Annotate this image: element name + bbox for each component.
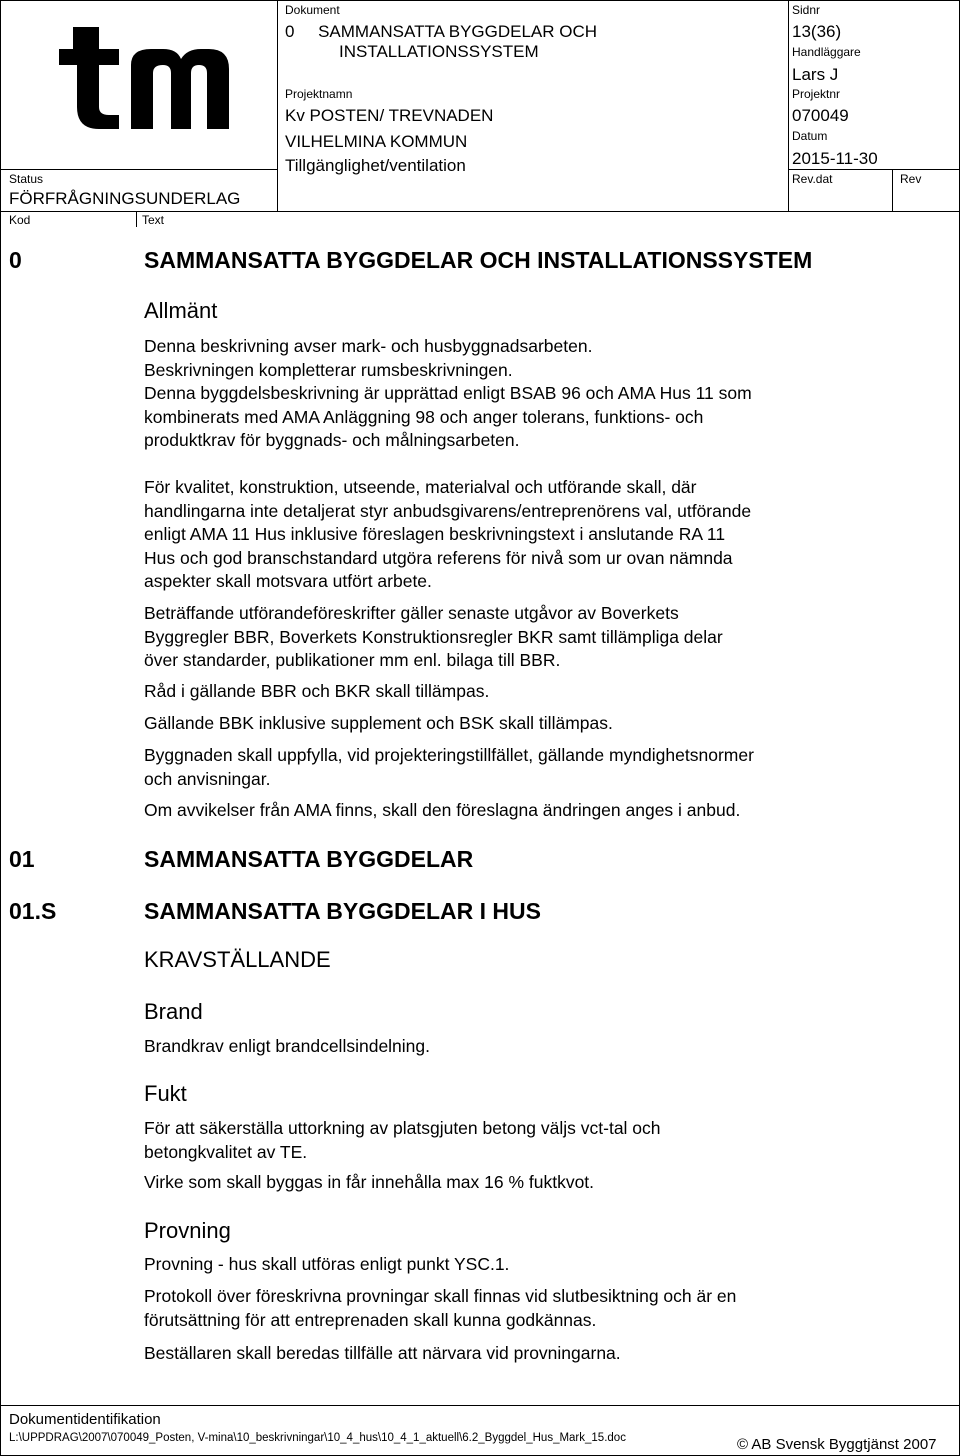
- datum-label: Datum: [792, 129, 828, 143]
- section-0-code: 0: [9, 247, 22, 273]
- dokumentidentifikation-label: Dokumentidentifikation: [9, 1411, 161, 1428]
- paragraph-7: Om avvikelser från AMA finns, skall den föreslagna ändringen anges i anbud.: [144, 800, 741, 820]
- section-01s-title: SAMMANSATTA BYGGDELAR I HUS: [144, 898, 541, 924]
- section-01s-code: 01.S: [9, 898, 57, 924]
- kravstallande-heading: KRAVSTÄLLANDE: [144, 947, 331, 972]
- document-path: L:\UPPDRAG\2007\070049_Posten, V-mina\10_beskrivningar\10_4_hus\10_4_1_aktuell\6.2_Byggdel_Hus_Mark_15.doc: [9, 1432, 626, 1444]
- projektnamn-line-1: Kv POSTEN/ TREVNADEN: [285, 106, 494, 125]
- fukt-heading: Fukt: [144, 1081, 187, 1106]
- rev-label: Rev: [900, 172, 922, 186]
- section-01-title: SAMMANSATTA BYGGDELAR: [144, 846, 474, 872]
- sidnr-value: 13(36): [792, 22, 842, 41]
- section-01-code: 01: [9, 846, 35, 872]
- kod-label: Kod: [9, 213, 31, 227]
- fukt-paragraph: För att säkerställa uttorkning av platsgjuten betong väljs vct-tal och betongkvalitet av TE.: [144, 1118, 661, 1162]
- status-value: FÖRFRÅGNINGSUNDERLAG: [9, 189, 241, 208]
- copyright-text: © AB Svensk Byggtjänst 2007: [737, 1436, 937, 1453]
- brand-heading: Brand: [144, 999, 203, 1024]
- paragraph-3: Beträffande utförandeföreskrifter gäller senaste utgåvor av Boverkets Byggregler BBR, Boverkets Konstruktionsregler BKR samt tillämpliga delar över standarder, publikationer mm enl. bilaga till BBR.: [144, 603, 723, 670]
- handlaggare-value: Lars J: [792, 65, 839, 84]
- dokument-label: Dokument: [285, 3, 340, 17]
- brand-text: Brandkrav enligt brandcellsindelning.: [144, 1036, 431, 1056]
- paragraph-5: Gällande BBK inklusive supplement och BSK skall tillämpas.: [144, 713, 613, 733]
- projektnamn-line-3: Tillgänglighet/ventilation: [285, 156, 466, 175]
- dokument-line-1: 0 SAMMANSATTA BYGGDELAR OCH: [285, 22, 598, 41]
- paragraph-1: Denna beskrivning avser mark- och husbyggnadsarbeten. Beskrivningen kompletterar rumsbeskrivningen. Denna byggdelsbeskrivning är upprättad enligt BSAB 96 och AMA Hus 11 som kombinerats med AMA Anläggning 98 och anger tolerans, funktions- och produktkrav för byggnads- och målningsarbeten.: [144, 336, 752, 450]
- status-label: Status: [9, 172, 44, 186]
- provning-text-1: Provning - hus skall utföras enligt punkt YSC.1.: [144, 1254, 510, 1274]
- sidnr-label: Sidnr: [792, 3, 821, 17]
- allmant-heading: Allmänt: [144, 298, 218, 323]
- projektnamn-line-2: VILHELMINA KOMMUN: [285, 132, 468, 151]
- provning-heading: Provning: [144, 1218, 231, 1243]
- paragraph-2: För kvalitet, konstruktion, utseende, materialval och utförande skall, där handlingarna inte detaljerat styr anbudsgivarens/entreprenörens val, utförande enligt AMA 11 Hus inklusive föreslagen beskrivningstext i anslutande RA 11 Hus och god branschstandard utgöra referens för nivå som ur ovan nämnda aspekter skall motsvara utfört arbete.: [144, 477, 752, 591]
- handlaggare-label: Handläggare: [792, 45, 861, 59]
- dokument-line-2: INSTALLATIONSSYSTEM: [339, 42, 539, 61]
- text-label: Text: [142, 213, 165, 227]
- revdat-label: Rev.dat: [792, 172, 833, 186]
- projektnr-value: 070049: [792, 106, 849, 125]
- projektnamn-label: Projektnamn: [285, 87, 353, 101]
- section-0-title: SAMMANSATTA BYGGDELAR OCH INSTALLATIONSSYSTEM: [144, 247, 813, 273]
- tm-logo-icon: [59, 25, 229, 135]
- projektnr-label: Projektnr: [792, 87, 841, 101]
- provning-text-4: Beställaren skall beredas tillfälle att närvara vid provningarna.: [144, 1343, 621, 1363]
- paragraph-6: Byggnaden skall uppfylla, vid projekteringstillfället, gällande myndighetsnormer och anvisningar.: [144, 745, 754, 789]
- fukt-virke-text: Virke som skall byggas in får innehålla max 16 % fuktkvot.: [144, 1172, 595, 1192]
- provning-paragraph-2: Protokoll över föreskrivna provningar skall finnas vid slutbesiktning och är en förutsättning för att entreprenaden skall kunna godkännas.: [144, 1286, 737, 1330]
- datum-value: 2015-11-30: [792, 149, 878, 168]
- paragraph-4: Råd i gällande BBR och BKR skall tillämpas.: [144, 681, 490, 701]
